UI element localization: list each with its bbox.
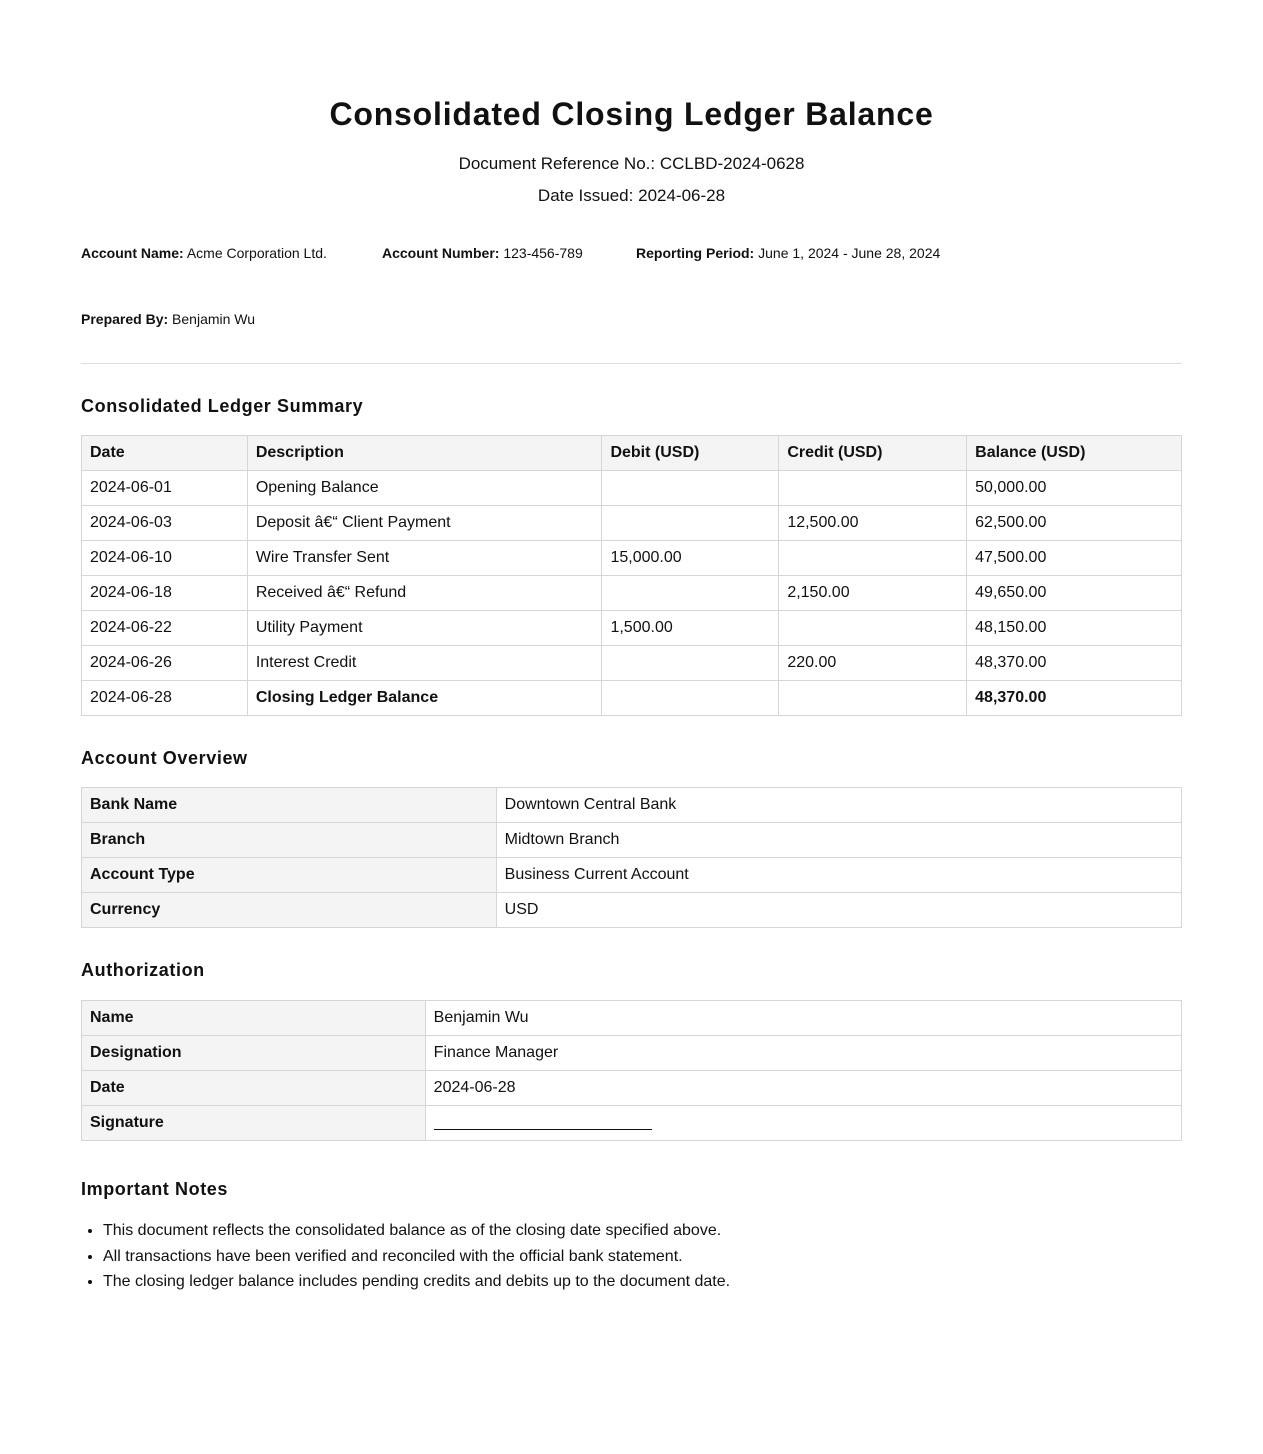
column-header-balance: Balance (USD) (967, 436, 1182, 471)
credit-cell (779, 471, 967, 506)
debit-cell: 15,000.00 (602, 541, 779, 576)
reference-value: CCLBD-2024-0628 (659, 154, 805, 173)
account-number-label: Account Number: (382, 245, 500, 261)
list-item: • This document reflects the consolidated balance as of the closing date specified above. (103, 1218, 730, 1244)
balance-cell: 62,500.00 (967, 506, 1182, 541)
account-type-label: Account Type (82, 858, 497, 893)
table-row (82, 541, 1182, 576)
table-row (82, 893, 1182, 928)
bank-name-label: Bank Name (82, 788, 497, 823)
authorization-heading: Authorization (81, 960, 205, 980)
account-type-value: Business Current Account (496, 858, 1181, 893)
signature-label: Signature (82, 1106, 426, 1141)
debit-cell (602, 646, 779, 681)
account-name-value: Acme Corporation Ltd. (186, 245, 327, 261)
date-cell: 2024-06-22 (82, 611, 248, 646)
auth-name-value: Benjamin Wu (425, 1001, 1181, 1036)
credit-cell (779, 681, 967, 716)
ledger-summary-table (81, 435, 1182, 716)
date-cell: 2024-06-01 (82, 471, 248, 506)
table-row (82, 1071, 1182, 1106)
account-number-field (382, 245, 583, 261)
column-header-credit: Credit (USD) (779, 436, 967, 471)
column-header-date: Date (82, 436, 248, 471)
account-number-value: 123-456-789 (503, 245, 583, 261)
debit-cell (602, 471, 779, 506)
debit-cell (602, 506, 779, 541)
issued-line (81, 186, 1182, 206)
table-row (82, 1001, 1182, 1036)
issued-label: Date Issued: (537, 186, 634, 205)
ledger-header-row (82, 436, 1182, 471)
description-cell: Interest Credit (247, 646, 602, 681)
credit-cell (779, 611, 967, 646)
prepared-by-field (81, 311, 255, 327)
list-item: • The closing ledger balance includes pending credits and debits up to the document date. (103, 1269, 730, 1295)
section-divider (81, 363, 1182, 364)
auth-name-label: Name (82, 1001, 426, 1036)
credit-cell: 2,150.00 (779, 576, 967, 611)
table-row (82, 471, 1182, 506)
table-row (82, 646, 1182, 681)
authorization-table (81, 1000, 1182, 1141)
description-cell: Deposit â€“ Client Payment (247, 506, 602, 541)
table-row (82, 788, 1182, 823)
date-cell: 2024-06-18 (82, 576, 248, 611)
column-header-description: Description (247, 436, 602, 471)
credit-cell (779, 541, 967, 576)
reference-label: Document Reference No.: (458, 154, 656, 173)
signature-line (434, 1115, 652, 1130)
prepared-by-value: Benjamin Wu (172, 311, 256, 327)
column-header-debit: Debit (USD) (602, 436, 779, 471)
reference-line (81, 154, 1182, 174)
description-cell: Received â€“ Refund (247, 576, 602, 611)
designation-value: Finance Manager (425, 1036, 1181, 1071)
description-cell: Utility Payment (247, 611, 602, 646)
date-cell: 2024-06-10 (82, 541, 248, 576)
date-cell: 2024-06-03 (82, 506, 248, 541)
table-row (82, 506, 1182, 541)
description-cell: Opening Balance (247, 471, 602, 506)
reporting-period-label: Reporting Period: (636, 245, 755, 261)
account-overview-heading: Account Overview (81, 748, 248, 768)
important-notes-heading: Important Notes (81, 1179, 229, 1199)
signature-cell (425, 1106, 1181, 1141)
table-row (82, 1106, 1182, 1141)
balance-cell: 50,000.00 (967, 471, 1182, 506)
debit-cell (602, 681, 779, 716)
branch-label: Branch (82, 823, 497, 858)
account-overview-table (81, 787, 1182, 928)
ledger-summary-heading: Consolidated Ledger Summary (81, 396, 364, 416)
reporting-period-value: June 1, 2024 - June 28, 2024 (758, 245, 941, 261)
table-row (82, 1036, 1182, 1071)
balance-cell: 47,500.00 (967, 541, 1182, 576)
prepared-by-label: Prepared By: (81, 311, 169, 327)
balance-cell: 48,370.00 (967, 681, 1182, 716)
balance-cell: 49,650.00 (967, 576, 1182, 611)
description-cell: Wire Transfer Sent (247, 541, 602, 576)
issued-value: 2024-06-28 (638, 186, 726, 205)
bank-name-value: Downtown Central Bank (496, 788, 1181, 823)
auth-date-label: Date (82, 1071, 426, 1106)
credit-cell: 12,500.00 (779, 506, 967, 541)
table-row (82, 823, 1182, 858)
auth-date-value: 2024-06-28 (425, 1071, 1181, 1106)
table-row (82, 576, 1182, 611)
account-name-label: Account Name: (81, 245, 184, 261)
table-row (82, 611, 1182, 646)
account-name-field (81, 245, 327, 261)
debit-cell: 1,500.00 (602, 611, 779, 646)
balance-cell: 48,370.00 (967, 646, 1182, 681)
designation-label: Designation (82, 1036, 426, 1071)
reporting-period-field (636, 245, 940, 261)
closing-balance-row (82, 681, 1182, 716)
table-row (82, 858, 1182, 893)
notes-list (81, 1218, 730, 1295)
document-title: Consolidated Closing Ledger Balance (329, 96, 934, 132)
date-cell: 2024-06-26 (82, 646, 248, 681)
credit-cell: 220.00 (779, 646, 967, 681)
description-cell: Closing Ledger Balance (247, 681, 602, 716)
list-item: • All transactions have been verified and reconciled with the official bank statement. (103, 1244, 730, 1270)
debit-cell (602, 576, 779, 611)
balance-cell: 48,150.00 (967, 611, 1182, 646)
date-cell: 2024-06-28 (82, 681, 248, 716)
currency-value: USD (496, 893, 1181, 928)
currency-label: Currency (82, 893, 497, 928)
branch-value: Midtown Branch (496, 823, 1181, 858)
